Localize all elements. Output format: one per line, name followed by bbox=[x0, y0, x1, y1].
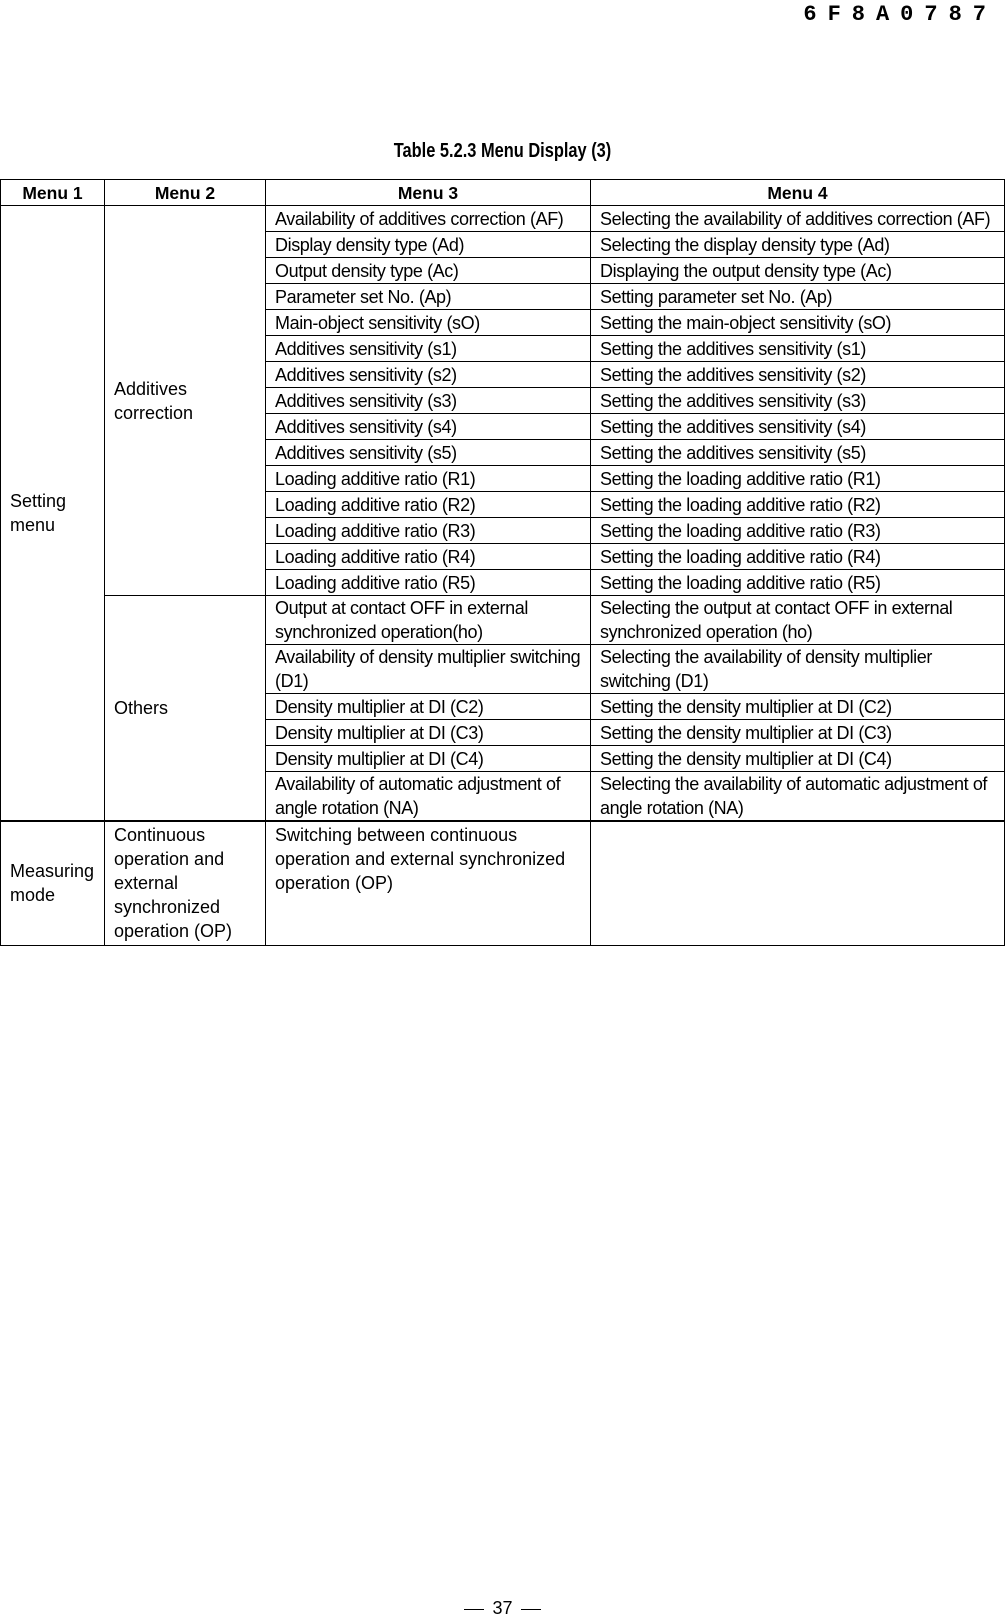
menu4-cell: Setting the main-object sensitivity (sO) bbox=[591, 310, 1005, 336]
menu4-cell: Setting the additives sensitivity (s4) bbox=[591, 414, 1005, 440]
menu3-cell: Output density type (Ac) bbox=[266, 258, 591, 284]
column-header-menu1: Menu 1 bbox=[1, 180, 105, 206]
menu4-cell: Setting parameter set No. (Ap) bbox=[591, 284, 1005, 310]
menu4-cell: Selecting the display density type (Ad) bbox=[591, 232, 1005, 258]
page-dash-right bbox=[521, 1609, 541, 1610]
document-number: 6F8A0787 bbox=[803, 2, 997, 27]
menu3-cell: Density multiplier at DI (C3) bbox=[266, 720, 591, 746]
menu3-cell: Loading additive ratio (R4) bbox=[266, 544, 591, 570]
column-header-menu3: Menu 3 bbox=[266, 180, 591, 206]
menu2-continuous-operation: Continuous operation and external synchronized operation (OP) bbox=[105, 821, 266, 945]
menu4-cell: Setting the additives sensitivity (s2) bbox=[591, 362, 1005, 388]
menu4-cell-empty bbox=[591, 821, 1005, 945]
menu4-cell: Setting the loading additive ratio (R4) bbox=[591, 544, 1005, 570]
menu3-cell: Loading additive ratio (R1) bbox=[266, 466, 591, 492]
menu4-cell: Setting the density multiplier at DI (C3) bbox=[591, 720, 1005, 746]
menu4-cell: Setting the additives sensitivity (s5) bbox=[591, 440, 1005, 466]
table-row bbox=[1, 596, 1005, 645]
menu3-cell: Density multiplier at DI (C2) bbox=[266, 694, 591, 720]
menu-display-table bbox=[0, 179, 1005, 946]
menu3-cell: Parameter set No. (Ap) bbox=[266, 284, 591, 310]
menu3-cell: Additives sensitivity (s4) bbox=[266, 414, 591, 440]
page-number-value: 37 bbox=[492, 1598, 513, 1618]
menu3-cell: Switching between continuous operation and external synchronized operation (OP) bbox=[266, 821, 591, 945]
menu1-measuring-mode: Measuring mode bbox=[1, 821, 105, 945]
table-row bbox=[1, 206, 1005, 232]
menu2-others: Others bbox=[105, 596, 266, 822]
menu4-cell: Displaying the output density type (Ac) bbox=[591, 258, 1005, 284]
menu3-cell: Loading additive ratio (R5) bbox=[266, 570, 591, 596]
menu4-cell: Setting the density multiplier at DI (C2) bbox=[591, 694, 1005, 720]
column-header-menu4: Menu 4 bbox=[591, 180, 1005, 206]
menu3-cell: Additives sensitivity (s2) bbox=[266, 362, 591, 388]
menu4-cell: Selecting the output at contact OFF in external synchronized operation (ho) bbox=[591, 596, 1005, 645]
menu4-cell: Selecting the availability of density multiplier switching (D1) bbox=[591, 645, 1005, 694]
menu1-setting-menu: Setting menu bbox=[1, 206, 105, 822]
menu3-cell: Additives sensitivity (s5) bbox=[266, 440, 591, 466]
menu4-cell: Setting the density multiplier at DI (C4) bbox=[591, 746, 1005, 772]
page-dash-left bbox=[464, 1609, 484, 1610]
menu3-cell: Availability of density multiplier switching (D1) bbox=[266, 645, 591, 694]
menu3-cell: Loading additive ratio (R2) bbox=[266, 492, 591, 518]
menu3-cell: Display density type (Ad) bbox=[266, 232, 591, 258]
menu4-cell: Selecting the availability of automatic adjustment of angle rotation (NA) bbox=[591, 772, 1005, 822]
menu3-cell: Availability of automatic adjustment of angle rotation (NA) bbox=[266, 772, 591, 822]
menu4-cell: Selecting the availability of additives correction (AF) bbox=[591, 206, 1005, 232]
menu4-cell: Setting the loading additive ratio (R5) bbox=[591, 570, 1005, 596]
menu4-cell: Setting the loading additive ratio (R3) bbox=[591, 518, 1005, 544]
menu3-cell: Density multiplier at DI (C4) bbox=[266, 746, 591, 772]
menu3-cell: Additives sensitivity (s1) bbox=[266, 336, 591, 362]
menu3-cell: Main-object sensitivity (sO) bbox=[266, 310, 591, 336]
column-header-menu2: Menu 2 bbox=[105, 180, 266, 206]
menu2-additives-correction: Additives correction bbox=[105, 206, 266, 596]
table-title: Table 5.2.3 Menu Display (3) bbox=[393, 140, 612, 162]
menu3-cell: Availability of additives correction (AF) bbox=[266, 206, 591, 232]
menu4-cell: Setting the loading additive ratio (R1) bbox=[591, 466, 1005, 492]
menu3-cell: Loading additive ratio (R3) bbox=[266, 518, 591, 544]
table-row bbox=[1, 821, 1005, 945]
menu4-cell: Setting the additives sensitivity (s3) bbox=[591, 388, 1005, 414]
menu3-cell: Additives sensitivity (s3) bbox=[266, 388, 591, 414]
header-row bbox=[1, 180, 1005, 206]
menu4-cell: Setting the additives sensitivity (s1) bbox=[591, 336, 1005, 362]
menu3-cell: Output at contact OFF in external synchronized operation(ho) bbox=[266, 596, 591, 645]
menu4-cell: Setting the loading additive ratio (R2) bbox=[591, 492, 1005, 518]
